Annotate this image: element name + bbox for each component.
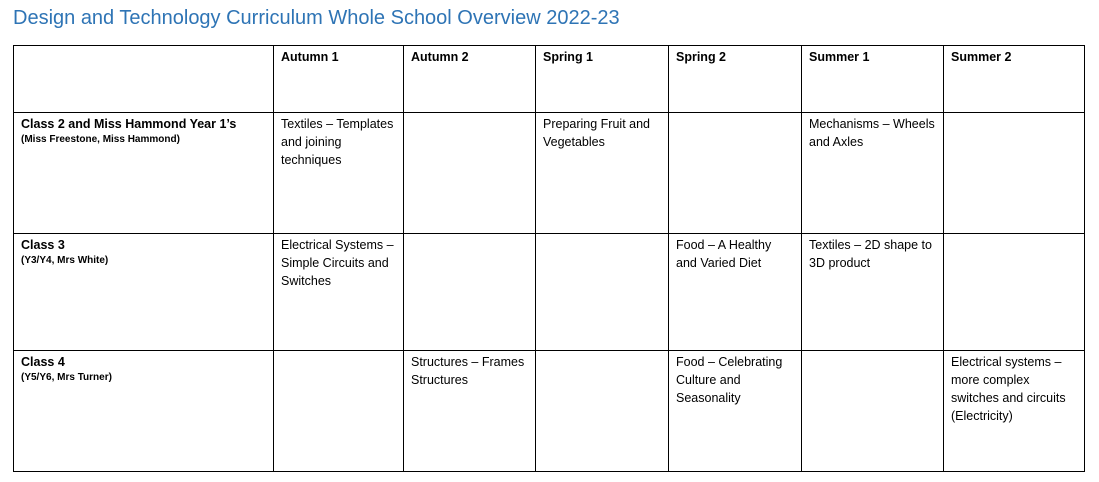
header-summer-2: Summer 2 [944, 46, 1085, 113]
topic-cell: Electrical Systems – Simple Circuits and Switches [274, 234, 404, 351]
header-cell-empty [14, 46, 274, 113]
class-cell [14, 234, 274, 351]
topic-cell [274, 351, 404, 472]
header-spring-2: Spring 2 [669, 46, 802, 113]
class-name: Class 4 [21, 355, 65, 369]
topic-cell [944, 113, 1085, 234]
topic-cell: Mechanisms – Wheels and Axles [802, 113, 944, 234]
topic-cell: Food – A Healthy and Varied Diet [669, 234, 802, 351]
table-row [14, 234, 1085, 351]
class-cell [14, 113, 274, 234]
topic-cell [802, 351, 944, 472]
class-name: Class 2 and Miss Hammond Year 1’s [21, 117, 237, 131]
header-spring-1: Spring 1 [536, 46, 669, 113]
topic-cell [404, 113, 536, 234]
topic-cell: Textiles – 2D shape to 3D product [802, 234, 944, 351]
curriculum-table [13, 45, 1085, 472]
topic-cell [536, 351, 669, 472]
class-teachers: (Miss Freestone, Miss Hammond) [21, 134, 180, 145]
topic-cell [944, 234, 1085, 351]
topic-cell: Structures – Frames Structures [404, 351, 536, 472]
topic-cell: Textiles – Templates and joining techniques [274, 113, 404, 234]
topic-cell: Preparing Fruit and Vegetables [536, 113, 669, 234]
topic-cell: Food – Celebrating Culture and Seasonality [669, 351, 802, 472]
page-title: Design and Technology Curriculum Whole School Overview 2022-23 [13, 7, 620, 29]
class-teachers: (Y5/Y6, Mrs Turner) [21, 372, 112, 383]
header-row [14, 46, 1085, 113]
header-autumn-2: Autumn 2 [404, 46, 536, 113]
table-row [14, 351, 1085, 472]
header-summer-1: Summer 1 [802, 46, 944, 113]
header-autumn-1: Autumn 1 [274, 46, 404, 113]
topic-cell [669, 113, 802, 234]
topic-cell [404, 234, 536, 351]
class-cell [14, 351, 274, 472]
class-teachers: (Y3/Y4, Mrs White) [21, 255, 109, 266]
topic-cell [536, 234, 669, 351]
table-row [14, 113, 1085, 234]
topic-cell: Electrical systems – more complex switches and circuits (Electricity) [944, 351, 1085, 472]
class-name: Class 3 [21, 238, 65, 252]
